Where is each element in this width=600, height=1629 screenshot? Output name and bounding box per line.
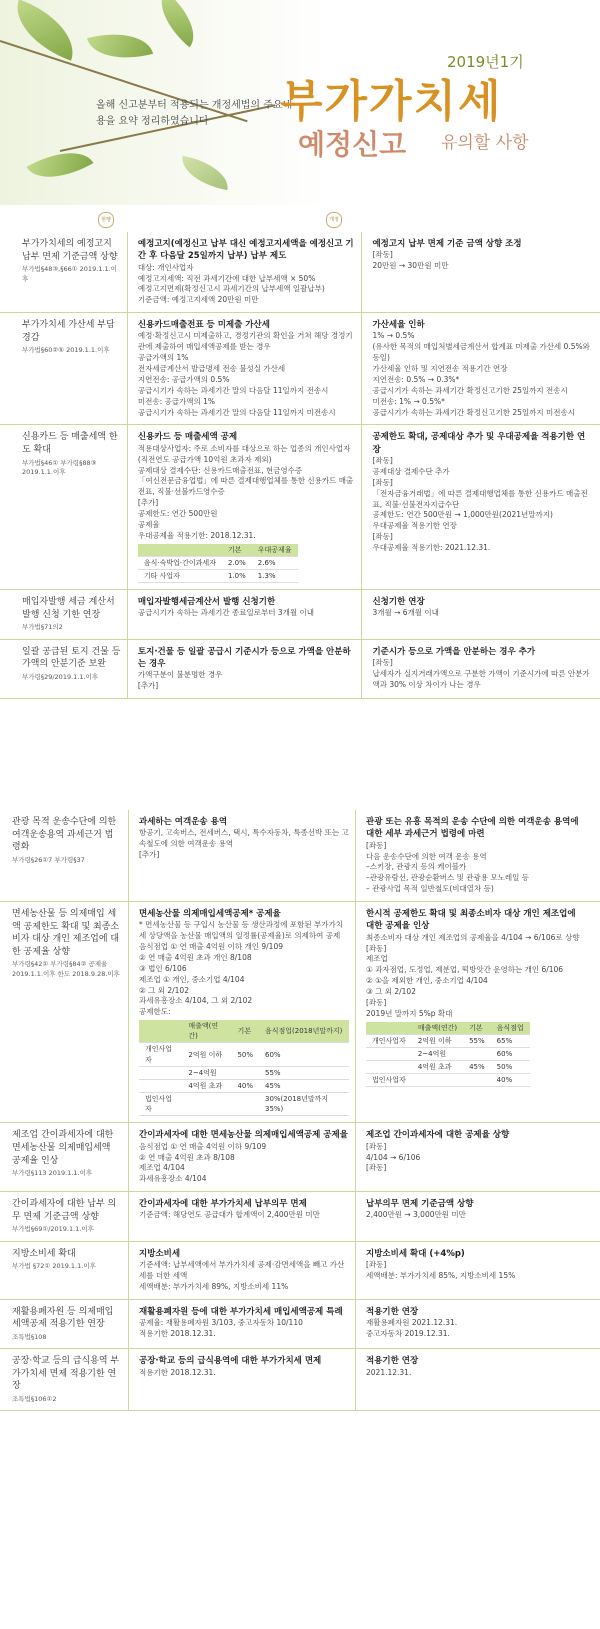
current-heading: 면세농산물 의제매입세액공제* 공제율 [139,909,281,919]
revised-law-cell [356,1192,596,1241]
revised-heading: 납부의무 면제 기준금액 상향 [366,1199,474,1210]
current-line: 세액배분: 부가가치세 89%, 지방소비세 11% [139,1281,289,1291]
table-cell [231,1093,259,1116]
table-cell [463,1074,491,1087]
current-line: 예정고지세액: 직전 과세기간에 대한 납부세액 × 50% [137,273,316,283]
table-cell: 2억원 이하 [412,1034,463,1047]
current-line: 대상: 개인사업자 [137,262,194,272]
current-line: 과세유흥장소 4/104 [139,1174,207,1184]
revised-line: ② ①을 제외한 개인, 중소기업 4/104 [366,976,488,986]
table-cell [231,1066,259,1079]
current-line: 적용기한 2018.12.31. [139,1367,216,1377]
leaf-icon [5,0,84,61]
current-law-cell [129,902,356,1122]
section-more [0,810,600,1411]
current-line: * 면세농산물 등 구입시 농산물 등 생산과정에 포함된 부가가치세 상당액을 농산물 매입액의 일정률(공제율)로 의제하여 공제 [139,920,343,941]
content-row [0,1300,600,1350]
current-line: ② 그 외 2/102 [139,985,189,995]
current-line: ② 연 매출 4억원 초과 8/108 [139,1152,235,1162]
row-title: 매입자발행 세금 계산서 발행 신청 기한 연장 [22,597,115,620]
table-header-row [139,1020,349,1043]
row-heading-cell [0,1300,129,1349]
current-law-cell [128,232,363,312]
table-cell: 법인사업자 [139,1093,182,1116]
content-row [0,425,600,590]
revised-law-cell [356,1123,596,1191]
revised-line: 공급시기가 속하는 과세기간 확정신고기한 25일까지 미전송시 [372,407,576,417]
revised-line: – 관광사업 목적 일반철도(비대열차 등) [366,884,494,894]
current-heading: 공장·학교 등의 급식용역에 대한 부가가치세 면제 [139,1356,322,1367]
current-line: 공급시기가 속하는 과세기간 말의 다음달 11일까지 전송시 [137,385,329,395]
content-row [0,590,600,640]
revised-line: 「전자금융거래법」에 따른 결제대행업체를 통한 신용카드 매출전표, 직불·선불전자지급수단 [372,488,588,509]
intro-text: 올해 신고분부터 적용되는 개정세법의 주요내용을 요약 정리하였습니다 [96,100,293,127]
leaf-icon [147,0,207,47]
content-row [0,640,600,699]
content-row [0,1242,600,1300]
row-heading-cell [0,425,128,589]
revised-line: –관광유람선, 관광순환버스 및 관광용 모노레일 등 [366,873,529,883]
revised-law-cell [362,232,600,312]
table-row [138,556,298,569]
table-cell: 2.0% [222,556,252,569]
current-line: 예정·확정신고시 미제출하고, 경정기관의 확인을 거쳐 해당 경정기관에 제출하여 매입세액공제를 받는 경우 [137,331,353,352]
revised-law-cell [362,590,600,639]
row-title: 면세농산물 등 의제매입 세액 공제한도 확대 및 최종소비자 대상 개인 제조업에 대한 공제율 상향 [12,909,120,957]
table-cell: 30%(2018년말까지 35%) [259,1093,349,1116]
current-law-cell [129,1242,356,1299]
table-cell: 2~4억원 [412,1047,463,1060]
revised-line: 제조업 [366,954,388,964]
table-cell [366,1061,412,1074]
revised-line: ③ 그 외 2/102 [366,987,416,996]
table-row [139,1079,349,1092]
current-law-cell [128,425,363,589]
revised-heading: 적용기한 연장 [366,1356,419,1367]
current-line: 공제대상 결제수단: 신용카드매출전표, 현금영수증 [137,465,303,475]
row-heading-cell [0,590,128,639]
revised-line: 2021.12.31. [366,1367,412,1377]
table-header-cell [138,544,222,557]
table-header-cell: 기본 [463,1022,491,1035]
content-row [0,902,600,1123]
revised-line: [좌동] [366,1141,387,1151]
row-title: 공장·학교 등의 급식용역 부가가치세 면제 적용기한 연장 [12,1356,120,1392]
table-header-cell: 음식점업(2018년말까지) [259,1020,349,1043]
current-line: 기준세액: 납부세액에서 부가가치세 공제·감면세액을 빼고 가산세를 더한 세액 [139,1260,345,1280]
table-cell: 55% [463,1034,491,1047]
revised-law-cell [356,902,596,1122]
table-header-cell [366,1022,412,1035]
revised-line: 세액배분: 부가가치세 85%, 지방소비세 15% [366,1270,516,1280]
current-heading: 과세하는 여객운송 용역 [139,817,228,827]
table-row [139,1093,349,1116]
current-badge: 현행 [98,212,114,228]
table-cell: 50% [491,1061,530,1074]
table-cell: 2~4억원 [182,1066,231,1079]
table-header-cell: 매출액(연간) [182,1020,231,1043]
row-title: 제조업 간이과세자에 대한 면세농산물 의제매입세액 공제율 인상 [12,1130,114,1166]
row-law-ref: 부가법§69①/2019.1.1.이후 [12,1225,94,1234]
current-law-cell [129,1349,356,1410]
current-line: [추가] [137,681,159,691]
revised-line: 재활용폐자원 2021.12.31. [366,1317,458,1327]
row-law-ref: 부가령§113 2019.1.1.이후 [12,1169,93,1178]
table-cell: 40% [231,1079,259,1092]
table-cell: 45% [463,1061,491,1074]
current-line: 음식점업 ① 연 매출 4억원 이하 개인 9/109 [139,942,283,952]
content-row [0,1123,600,1192]
current-line: 예정고지면제(확정신고시 과세기간의 납부세액 일괄납부) [137,284,325,294]
content-row [0,810,600,902]
table-cell: 개인사업자 [366,1034,412,1047]
page-subtitle: 예정신고 [298,128,407,161]
current-line: 가액구분이 불분명한 경우 [137,670,223,680]
data-table [138,544,298,583]
revised-heading: 관광 또는 유흥 목적의 운송 수단에 의한 여객운송 용역에 대한 세부 과세근거 법령에 마련 [366,817,579,840]
revised-heading: 예정고지 납부 면제 기준 금액 상향 조정 [372,239,522,249]
current-law-cell [129,1300,356,1349]
table-cell: 4억원 초과 [412,1061,463,1074]
table-header-row [366,1022,530,1035]
row-heading-cell [0,810,129,901]
row-law-ref: 부가법§71의2 [22,623,63,632]
current-line: 기준금액: 해당연도 공급대가 합계액이 2,400만원 미만 [139,1210,320,1220]
revised-line: –스키장, 관광지 등의 케이블카 [366,862,467,872]
row-law-ref: 부가령§42① 부가령§84② 공제율 2019.1.1.이후 한도 2018.9.28.이후 [12,960,120,978]
table-cell: 65% [491,1034,530,1047]
revised-line: [좌동] [366,997,387,1007]
current-line: 공제율 [137,519,160,529]
revised-line: [좌동] [366,943,387,953]
current-line: 제조업 ① 개인, 중소기업 4/104 [139,974,245,984]
row-law-ref: 조특법§106①2 [12,1395,57,1404]
table-cell: 55% [259,1066,349,1079]
row-law-ref: 부가법 §72① 2019.1.1.이후 [12,1262,96,1271]
page-title: 부가가치세 [280,76,503,127]
row-heading-cell [0,232,128,312]
table-cell: 2억원 이하 [182,1043,231,1066]
current-line: 공제한도: [139,1007,171,1017]
content-row [0,1349,600,1411]
revised-badge: 개정 [326,212,342,228]
current-heading: 간이과세자에 대한 면세농산물 의제매입세액공제 공제율 [139,1130,348,1141]
content-row [0,313,600,425]
table-cell: 1.0% [222,569,252,582]
table-header-row [138,544,298,557]
table-row [366,1074,530,1087]
revised-line: 3개월 → 6개월 이내 [372,608,439,618]
current-line: 음식점업 ① 연 매출 4억원 이하 9/109 [139,1141,267,1151]
revised-line: 2019년 말까지 5%p 확대 [366,1008,453,1018]
table-cell: 50% [231,1043,259,1066]
table-cell [139,1079,182,1092]
revised-line: 다음 운송수단에 의한 여객 운송 용역 [366,851,487,861]
revised-line: 20만원 → 30만원 미만 [372,261,449,271]
revised-line: 공제한도: 연간 500만원 → 1,000만원(2021년말까지) [372,510,553,520]
current-line: ② 연 매출 4억원 초과 개인 8/108 [139,952,252,962]
current-line: 전자세금계산서 발급명세 전송 불성실 가산세 [137,364,286,374]
table-cell: 40% [491,1074,530,1087]
revised-line: ① 과자점업, 도정업, 제분업, 떡방앗간 운영하는 개인 6/106 [366,965,564,975]
current-line: 적용기한 2018.12.31. [139,1328,216,1338]
row-title: 부가가치세의 예정고지 납부 면제 기준금액 상향 [22,239,118,262]
row-law-ref: 부가법§60②⑤ 2019.1.1.이후 [22,346,110,355]
table-row [138,569,298,582]
table-row [366,1047,530,1060]
table-cell: 법인사업자 [366,1074,412,1087]
year-label: 2019년1기 [447,53,524,71]
table-row [139,1043,349,1066]
current-line: [추가] [139,850,160,860]
current-heading: 지방소비세 [139,1248,181,1259]
table-header-cell: 우대공제율 [252,544,298,557]
row-title: 관광 목적 운송수단에 의한 여객운송용역 과세근거 법령화 [12,817,117,853]
revised-line: [좌동] [366,1260,387,1270]
table-cell [412,1074,463,1087]
revised-line: [좌동] [372,532,393,542]
content-row [0,1192,600,1242]
row-heading-cell [0,1349,129,1410]
table-header-cell: 기본 [222,544,252,557]
table-cell: 45% [259,1079,349,1092]
revised-line: [좌동] [372,657,393,667]
current-heading: 신용카드 등 매출세액 공제 [137,432,238,443]
table-cell: 개인사업자 [139,1043,182,1066]
current-line: 우대공제율 적용기한: 2018.12.31. [137,530,256,540]
revised-heading: 신청기한 연장 [372,597,425,608]
current-heading: 예정고지(예정신고 납부 대신 예정고지세액을 예정신고 기간 후 다음달 25일까지 납부) 납부 제도 [137,239,354,262]
current-line: [추가] [137,498,159,508]
revised-line: 2,400만원 → 3,000만원 미만 [366,1210,466,1220]
current-line: 제조업 4/104 [139,1163,185,1173]
revised-line: [좌동] [366,1163,387,1173]
revised-line: 납세자가 실지거래가액으로 구분한 가액이 기준시가에 따른 안분가액과 30% 이상 차이가 나는 경우 [372,668,590,689]
revised-law-cell [356,1349,596,1410]
revised-line: [좌동] [366,840,387,850]
row-law-ref: 부가법§46① 부가령§88③ 2019.1.1.이후 [22,458,97,477]
data-table [366,1022,530,1088]
revised-line: (유사한 목적의 매입처별세금계산서 합계표 미제출 가산세 0.5%와 동일) [372,342,590,363]
current-law-cell [128,640,363,698]
current-heading: 재활용폐자원 등에 대한 부가가치세 매입세액공제 특례 [139,1306,343,1317]
current-line: 적용대상사업자: 주로 소비자를 대상으로 하는 업종의 개인사업자(직전연도 공급가액 10억원 초과자 제외) [137,443,351,464]
current-line: 공제한도: 연간 500만원 [137,509,218,518]
current-heading: 간이과세자에 대한 부가가치세 납부의무 면제 [139,1199,307,1210]
table-cell: 60% [491,1047,530,1060]
table-cell: 60% [259,1043,349,1066]
row-heading-cell [0,313,128,424]
row-law-ref: 조특법§108 [12,1332,47,1341]
revised-law-cell [356,1300,596,1349]
revised-line: 공제대상 결제수단 추가 [372,466,450,476]
row-heading-cell [0,640,128,698]
revised-line: 최종소비자 대상 개인 제조업의 공제율을 4/104 → 6/106로 상향 [366,932,580,942]
revised-heading: 지방소비세 확대 (+4%p) [366,1248,465,1259]
table-cell: 1.3% [252,569,298,582]
current-law-cell [129,1192,356,1241]
current-law-cell [129,810,356,901]
page-subtitle-note: 유의할 사항 [441,133,529,153]
row-title: 재활용폐자원 등 의제매입 세액공제 적용기한 연장 [12,1306,114,1330]
current-line: 공급시기가 속하는 과세기간 종료일로부터 3개월 이내 [137,608,314,618]
current-line: 공제율: 재활용폐자원 3/103, 중고자동차 10/110 [139,1317,303,1327]
table-cell [463,1047,491,1060]
current-line: 「여신전문금융업법」에 따른 결제대행업체를 통한 신용카드 매출전표, 직불·선불카드영수증 [137,476,354,497]
table-header-cell [139,1020,182,1043]
revised-line: [좌동] [372,250,393,260]
revised-law-cell [356,810,596,901]
row-law-ref: 부가령§29/2019.1.1.이후 [22,672,99,681]
revised-law-cell [362,425,600,589]
row-title: 간이과세자에 대한 납부 의무 면제 기준금액 상향 [12,1199,117,1222]
row-heading-cell [0,902,129,1122]
table-row [366,1034,530,1047]
data-table [139,1020,349,1116]
table-row [366,1061,530,1074]
revised-heading: 기준시가 등으로 가액을 안분하는 경우 추가 [372,646,536,657]
revised-heading: 공제한도 확대, 공제대상 추가 및 우대공제율 적용기한 연장 [372,432,586,455]
current-line: 과세유흥장소 4/104, 그 외 2/102 [139,996,253,1006]
revised-line: 우대공제율 적용기한: 2021.12.31. [372,543,491,553]
current-line: 미전송: 공급가액의 1% [137,396,216,406]
revised-heading: 한시적 공제한도 확대 및 최종소비자 대상 개인 제조업에 대한 공제율 인상 [366,909,576,932]
row-title: 일괄 공급된 토지 건물 등 가액의 안분기준 보완 [22,646,121,670]
current-heading: 매입자발행세금계산서 발행 신청기한 [137,597,276,608]
revised-law-cell [362,313,600,424]
leaf-icon [87,23,153,69]
current-line: 공급시기가 속하는 과세기간 말의 다음달 11일까지 미전송시 [137,407,336,417]
row-title: 신용카드 등 매출세액 한도 확대 [22,432,118,456]
current-law-cell [128,313,363,424]
revised-line: 미전송: 1% → 0.5%* [372,396,445,406]
content-row [0,232,600,313]
revised-line: [좌동] [372,456,393,466]
table-cell: 기타 사업자 [138,569,222,582]
table-header-cell: 기본 [231,1020,259,1043]
row-title: 지방소비세 확대 [12,1248,76,1259]
current-line: ③ 법인 6/106 [139,963,187,973]
revised-law-cell [362,640,600,698]
revised-line: 공급시기가 속하는 과세기간 확정신고기한 25일까지 전송시 [372,385,568,395]
row-heading-cell [0,1123,129,1191]
revised-line: 우대공제율 적용기한 연장 [372,521,457,531]
table-cell [139,1066,182,1079]
current-heading: 토지·건물 등 일괄 공급시 기준시가 등으로 가액을 안분하는 경우 [137,646,351,669]
revised-law-cell [356,1242,596,1299]
leaf-icon [178,156,232,190]
row-heading-cell [0,1192,129,1241]
table-cell: 음식·숙박업·간이과세자 [138,556,222,569]
revised-heading: 적용기한 연장 [366,1306,419,1317]
table-cell: 4억원 초과 [182,1079,231,1092]
revised-line: 중고자동차 2019.12.31. [366,1328,450,1338]
current-law-cell [129,1123,356,1191]
row-heading-cell [0,1242,129,1299]
section-main [0,232,600,699]
table-cell [182,1093,231,1116]
revised-line: 지연전송: 0.5% → 0.3%* [372,374,460,384]
header-banner [0,0,600,205]
revised-line: 가산세율 인하 및 지연전송 적용기간 연장 [372,364,508,374]
current-line: 항공기, 고속버스, 전세버스, 택시, 특수자동차, 특종선박 또는 고속철도에 의한 여객운송 용역 [139,828,349,849]
table-cell [366,1047,412,1060]
revised-heading: 가산세율 인하 [372,320,425,331]
row-law-ref: 부가법§48③,§66① 2019.1.1.이후 [22,265,117,283]
revised-heading: 제조업 간이과세자에 대한 공제율 상향 [366,1130,510,1141]
row-title: 부가가치세 가산세 부담 경감 [22,320,115,343]
table-header-cell: 음식점업 [491,1022,530,1035]
table-row [139,1066,349,1079]
current-line: 공급가액의 1% [137,353,189,363]
revised-line: 1% → 0.5% [372,331,415,341]
table-header-cell: 매출액(연간) [412,1022,463,1035]
revised-line: 4/104 → 6/106 [366,1152,421,1162]
revised-line: [좌동] [372,477,393,487]
table-cell: 2.6% [252,556,298,569]
current-law-cell [128,590,363,639]
current-heading: 신용카드매출전표 등 미제출 가산세 [137,320,270,331]
current-line: 지연전송: 공급가액의 0.5% [137,374,230,384]
current-line: 기준금액: 예정고지세액 20만원 미만 [137,295,259,305]
row-law-ref: 부가령§26①7 부가령§37 [12,855,85,864]
